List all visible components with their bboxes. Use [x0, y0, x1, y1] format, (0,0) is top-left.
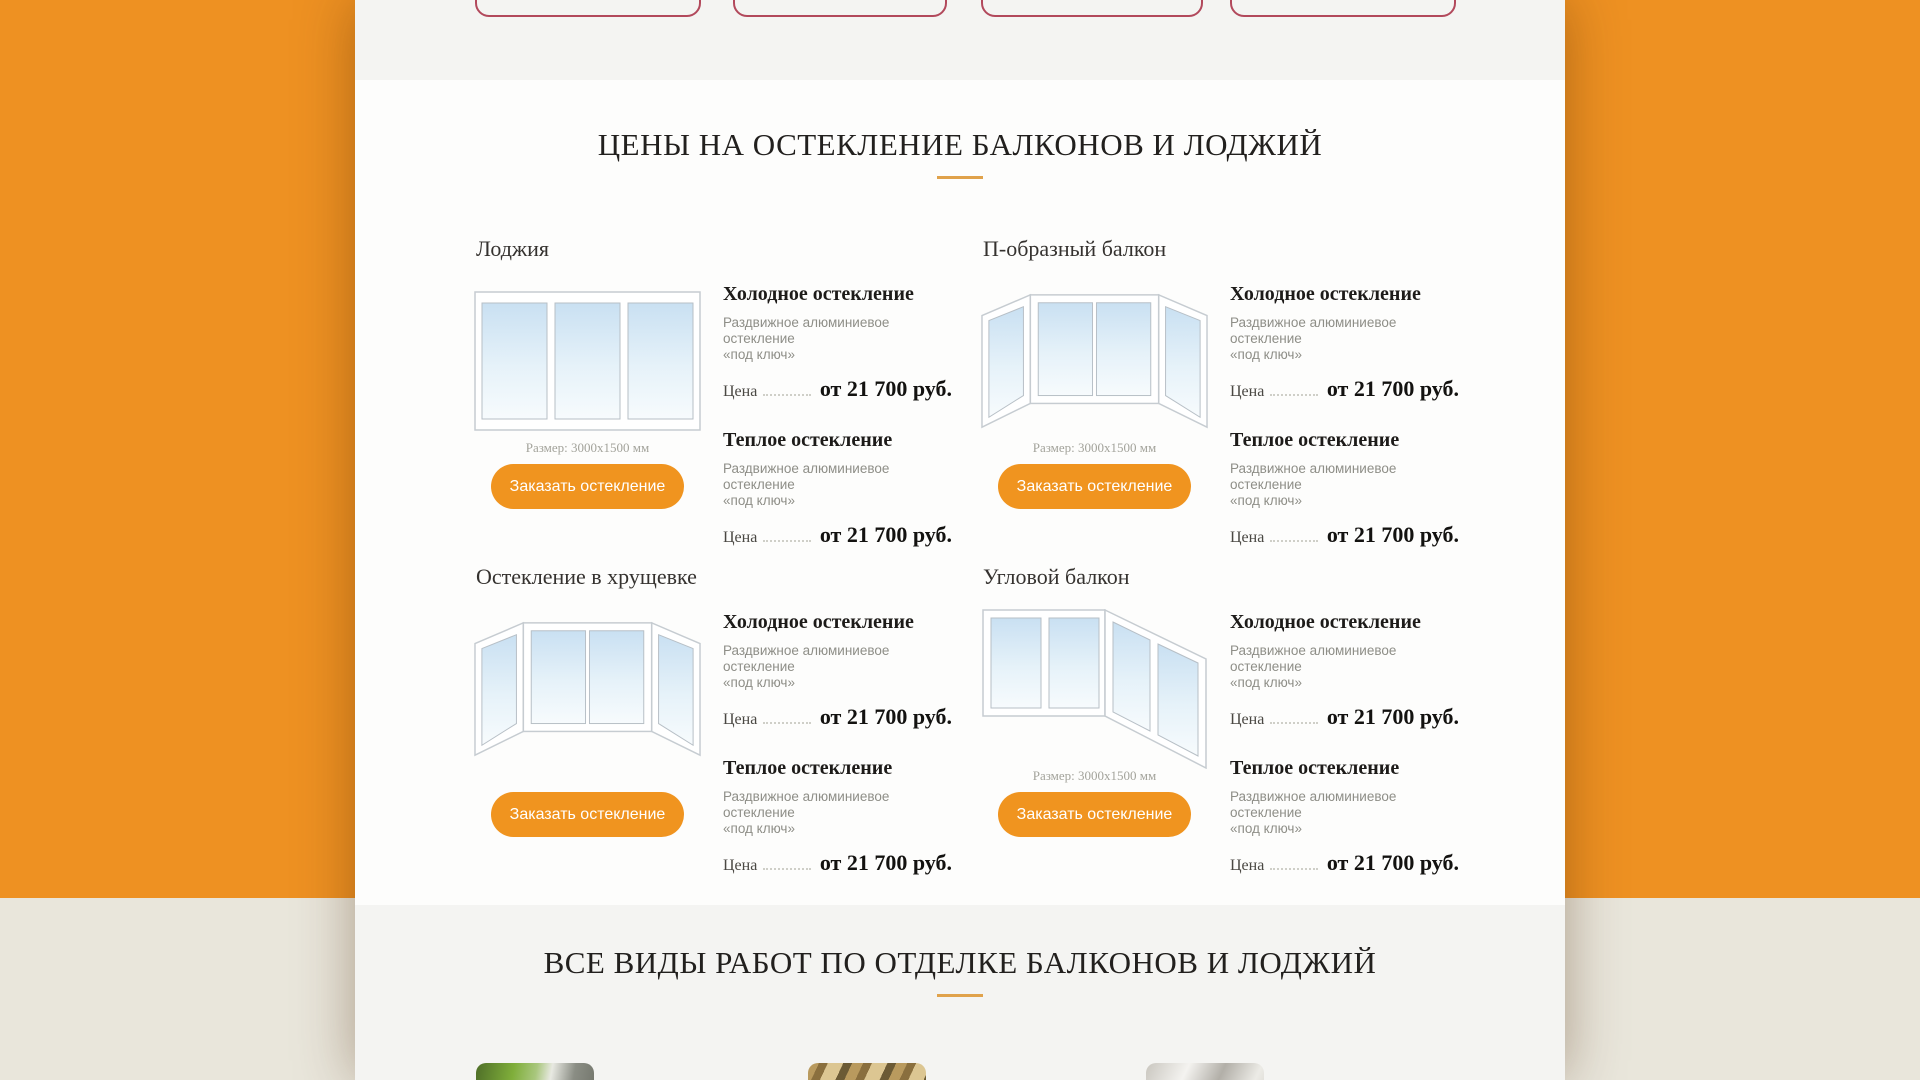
price-row	[1230, 376, 1459, 402]
card-offers	[1230, 611, 1459, 903]
price-label: Цена	[1230, 383, 1265, 400]
card-offers	[723, 283, 952, 575]
price-row	[723, 376, 952, 402]
pvc-panel-photo[interactable]	[1146, 1063, 1264, 1080]
price-card-u-shape-balcony	[981, 236, 1459, 566]
offer-heading-cold: Холодное остекление	[723, 611, 914, 633]
price-row	[723, 704, 952, 730]
price-value: от 21 700 руб.	[1326, 704, 1459, 729]
price-dotted-leader	[1270, 540, 1318, 542]
price-label: Цена	[1230, 857, 1265, 874]
flat-window-icon	[474, 291, 701, 431]
price-value: от 21 700 руб.	[1326, 376, 1459, 401]
order-glazing-button[interactable]: Заказать остекление	[998, 792, 1191, 837]
offer-heading-cold: Холодное остекление	[1230, 611, 1421, 633]
price-row	[723, 522, 952, 548]
size-caption: Размер: 3000х1500 мм	[525, 440, 650, 455]
card-offers	[1230, 283, 1459, 575]
corner-window-icon	[982, 609, 1207, 769]
size-caption: Размер: 3000х1500 мм	[1032, 440, 1157, 455]
price-dotted-leader	[1270, 722, 1318, 724]
offer-description: Раздвижное алюминиевое остекление «под ключ»	[723, 315, 890, 362]
offer-description: Раздвижное алюминиевое остекление «под ключ»	[723, 789, 890, 836]
top-strip-section	[355, 0, 1565, 80]
price-dotted-leader	[763, 722, 811, 724]
order-glazing-button[interactable]: Заказать остекление	[998, 464, 1191, 509]
u-shape-window-icon	[981, 293, 1208, 429]
offer-heading-warm: Теплое остекление	[1230, 757, 1400, 779]
works-section	[355, 905, 1565, 1080]
offer-heading-warm: Теплое остекление	[723, 757, 893, 779]
card-title: Угловой балкон	[983, 564, 1130, 589]
price-value: от 21 700 руб.	[819, 704, 952, 729]
price-label: Цена	[1230, 529, 1265, 546]
price-row	[1230, 850, 1459, 876]
window-illustration-u-shape	[981, 286, 1208, 436]
top-outline-button-2[interactable]	[733, 0, 947, 17]
price-value: от 21 700 руб.	[1326, 522, 1459, 547]
price-card-loggia	[474, 236, 952, 566]
offer-description: Раздвижное алюминиевое остекление «под ключ»	[1230, 461, 1397, 508]
offer-description: Раздвижное алюминиевое остекление «под ключ»	[1230, 789, 1397, 836]
window-illustration-flat	[474, 286, 701, 436]
price-dotted-leader	[763, 868, 811, 870]
price-label: Цена	[723, 711, 758, 728]
price-card-corner-balcony	[981, 564, 1459, 894]
offer-heading-warm: Теплое остекление	[1230, 429, 1400, 451]
content-column	[355, 0, 1565, 1080]
order-glazing-button[interactable]: Заказать остекление	[491, 792, 684, 837]
balcony-greenery-photo[interactable]	[476, 1063, 594, 1080]
price-value: от 21 700 руб.	[819, 376, 952, 401]
price-label: Цена	[723, 529, 758, 546]
top-outline-button-3[interactable]	[981, 0, 1203, 17]
price-label: Цена	[723, 383, 758, 400]
prices-section-title: ЦЕНЫ НА ОСТЕКЛЕНИЕ БАЛКОНОВ И ЛОДЖИЙ	[597, 127, 1323, 162]
card-offers	[723, 611, 952, 903]
title-divider	[937, 994, 983, 997]
offer-description: Раздвижное алюминиевое остекление «под ключ»	[1230, 643, 1397, 690]
top-outline-button-4[interactable]	[1230, 0, 1456, 17]
u-shape-window-icon	[474, 621, 701, 757]
price-row	[1230, 522, 1459, 548]
size-caption: Размер: 3000х1500 мм	[1032, 768, 1157, 783]
offer-description: Раздвижное алюминиевое остекление «под ключ»	[723, 461, 890, 508]
price-value: от 21 700 руб.	[819, 522, 952, 547]
price-label: Цена	[1230, 711, 1265, 728]
offer-description: Раздвижное алюминиевое остекление «под ключ»	[723, 643, 890, 690]
price-row	[723, 850, 952, 876]
card-title: П-образный балкон	[983, 236, 1167, 261]
price-label: Цена	[723, 857, 758, 874]
price-card-khrushchevka	[474, 564, 952, 894]
price-dotted-leader	[1270, 394, 1318, 396]
order-glazing-button[interactable]: Заказать остекление	[491, 464, 684, 509]
price-row	[1230, 704, 1459, 730]
price-dotted-leader	[763, 540, 811, 542]
card-title: Лоджия	[476, 236, 550, 261]
price-dotted-leader	[1270, 868, 1318, 870]
offer-heading-cold: Холодное остекление	[723, 283, 914, 305]
top-outline-button-1[interactable]	[475, 0, 701, 17]
price-dotted-leader	[763, 394, 811, 396]
offer-heading-warm: Теплое остекление	[723, 429, 893, 451]
offer-description: Раздвижное алюминиевое остекление «под ключ»	[1230, 315, 1397, 362]
offer-heading-cold: Холодное остекление	[1230, 283, 1421, 305]
prices-section	[355, 80, 1565, 905]
window-illustration-u-shape	[474, 614, 701, 764]
wood-finish-photo[interactable]	[808, 1063, 926, 1080]
window-illustration-corner	[981, 614, 1208, 764]
works-section-title: ВСЕ ВИДЫ РАБОТ ПО ОТДЕЛКЕ БАЛКОНОВ И ЛОДЖИЙ	[543, 945, 1377, 980]
card-title: Остекление в хрущевке	[476, 564, 697, 589]
title-divider	[937, 176, 983, 179]
price-value: от 21 700 руб.	[1326, 850, 1459, 875]
price-value: от 21 700 руб.	[819, 850, 952, 875]
